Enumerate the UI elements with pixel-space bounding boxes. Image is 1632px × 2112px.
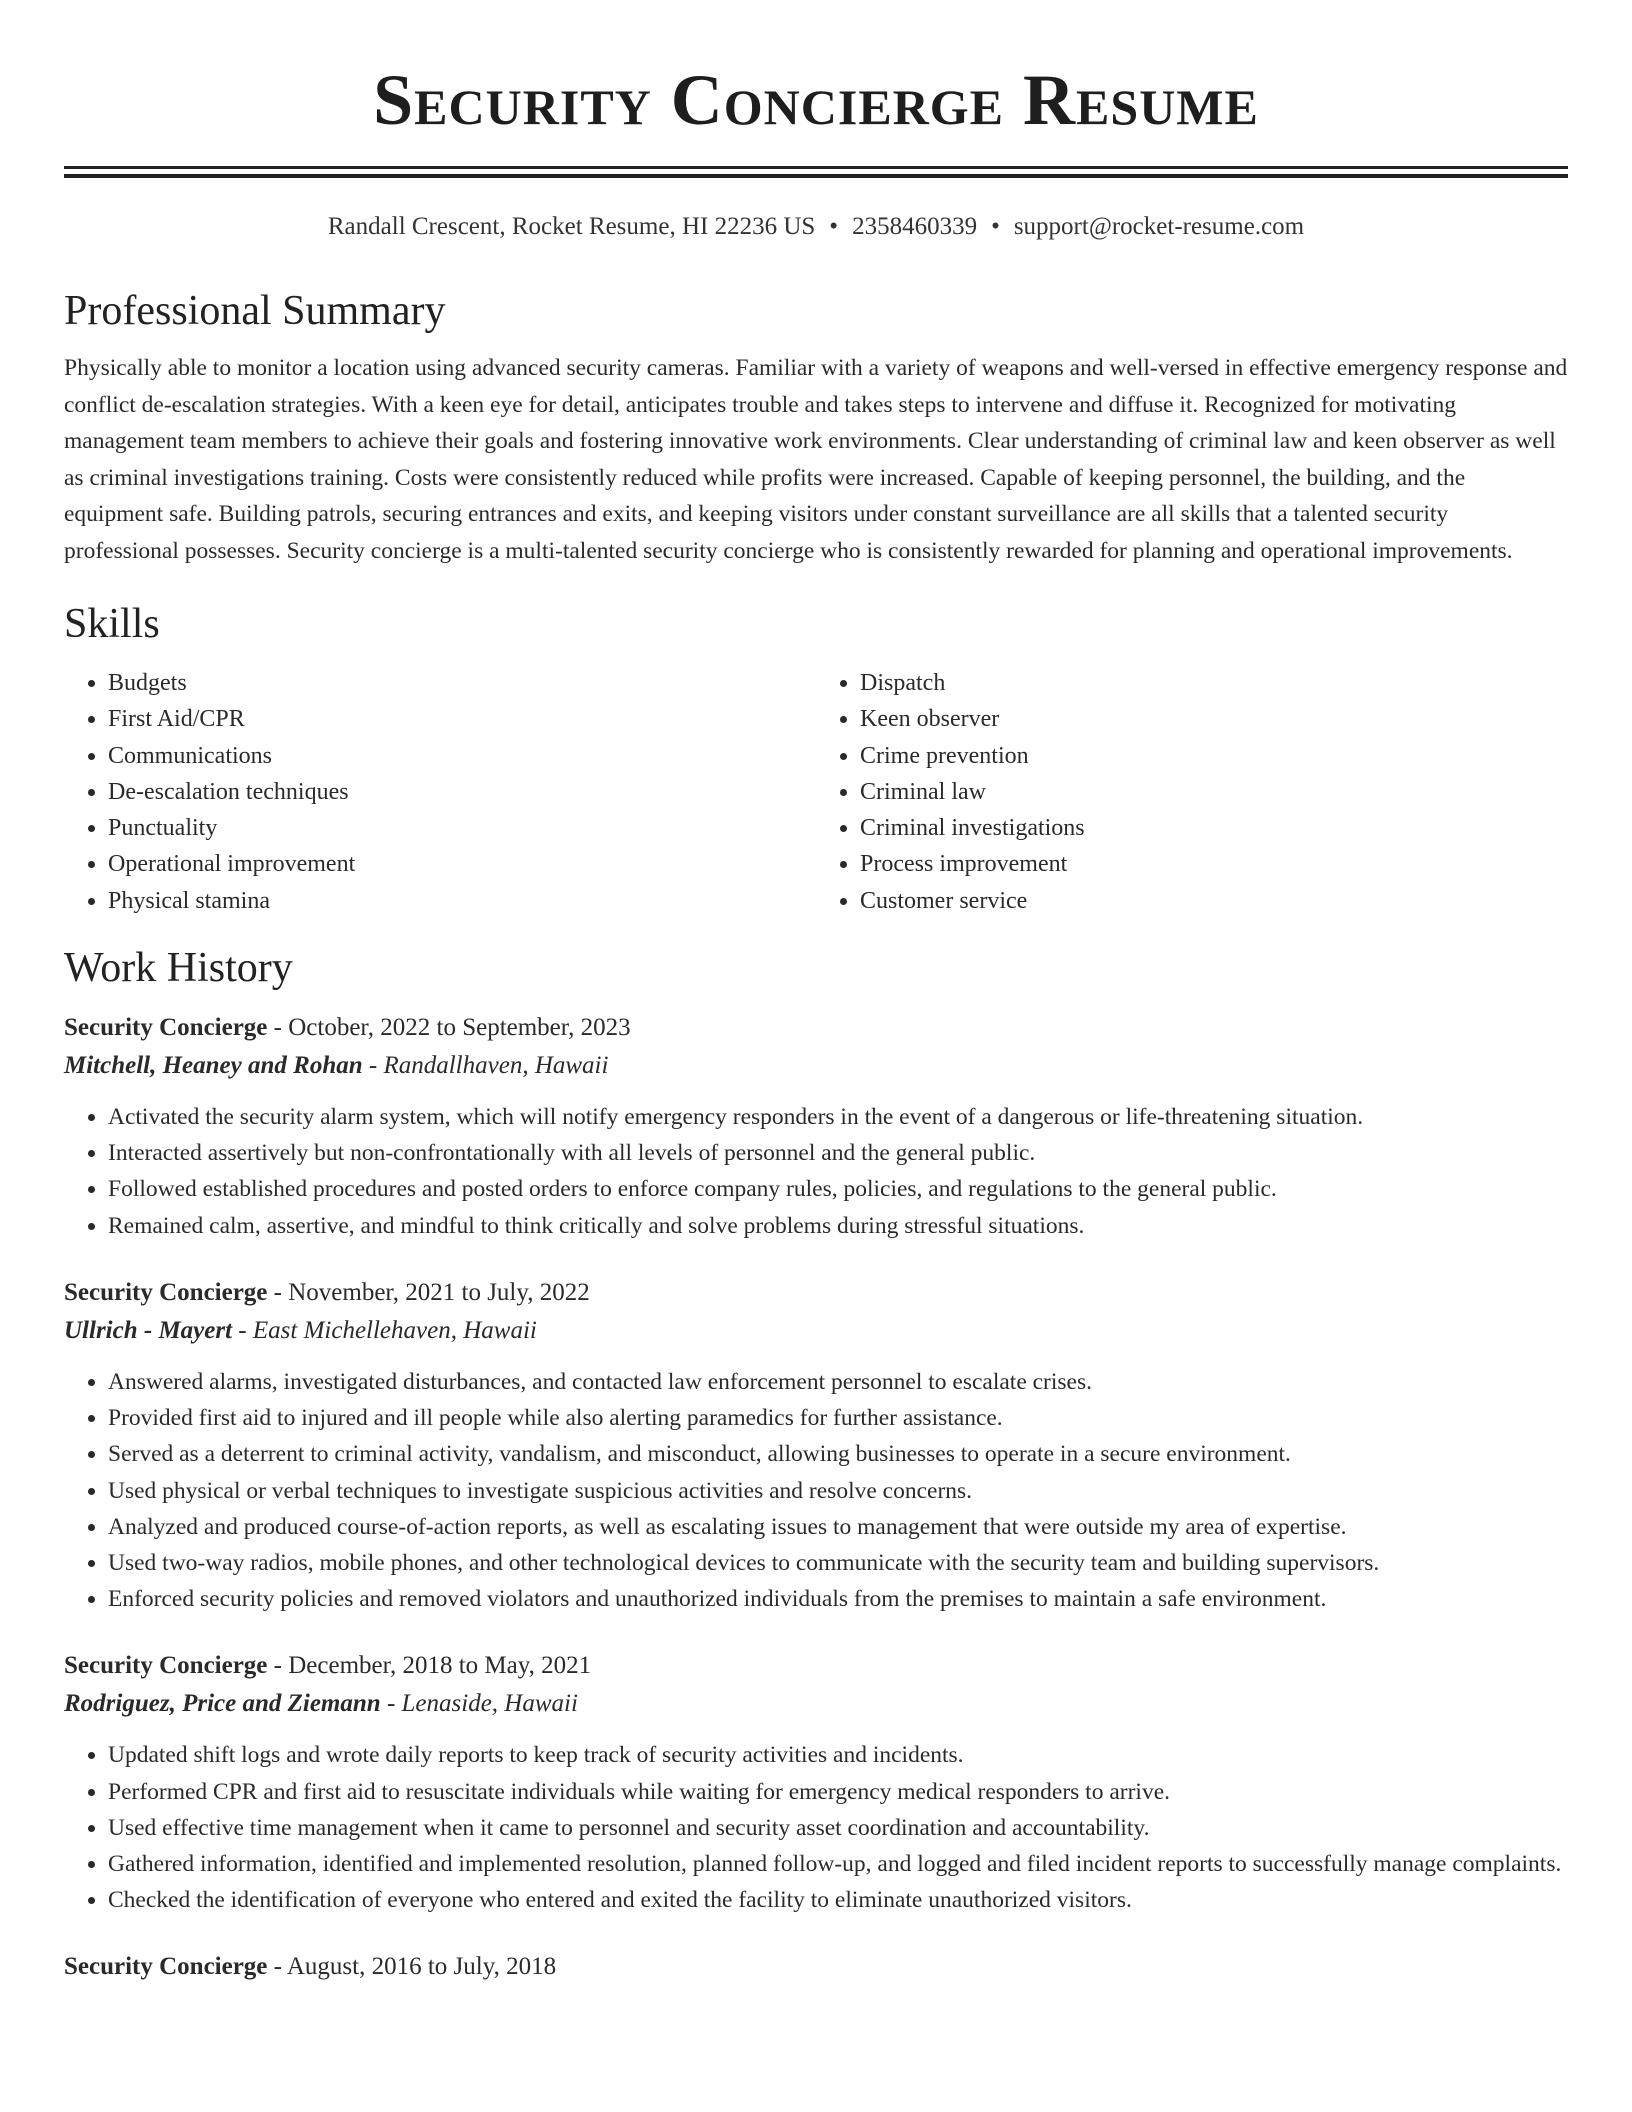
- job-separator: -: [267, 1953, 287, 1981]
- job-bullet: • Followed established procedures and posted orders to enforce company rules, policies, and regulations to the general public.: [108, 1171, 1568, 1207]
- job-entry: [64, 1948, 1568, 1986]
- job-separator: -: [380, 1690, 402, 1718]
- skill-item: • Customer service: [860, 883, 1568, 919]
- skills-heading: Skills: [64, 601, 160, 647]
- job-company: Rodriguez, Price and Ziemann: [64, 1690, 381, 1718]
- job-header: [64, 1274, 1568, 1312]
- job-company: Ullrich - Mayert: [64, 1316, 233, 1344]
- job-bullet: • Used two-way radios, mobile phones, and other technological devices to communicate with the security team and building supervisors.: [108, 1545, 1568, 1581]
- job-org: [64, 1047, 1568, 1085]
- job-dates: November, 2021 to July, 2022: [288, 1278, 590, 1306]
- job-bullet: • Performed CPR and first aid to resuscitate individuals while waiting for emergency medical responders to arrive.: [108, 1774, 1568, 1810]
- job-separator: -: [267, 1278, 289, 1306]
- job-bullet: • Used effective time management when it came to personnel and security asset coordination and accountability.: [108, 1810, 1568, 1846]
- job-separator: -: [267, 1652, 289, 1680]
- job-dates: October, 2022 to September, 2023: [288, 1014, 631, 1042]
- job-entry: [64, 1274, 1568, 1617]
- job-org: [64, 1685, 1568, 1723]
- work-history-heading: Work History: [64, 945, 293, 992]
- skill-item: • Dispatch: [860, 665, 1568, 701]
- resume-title: Security Concierge Resume: [373, 60, 1259, 140]
- job-role: Security Concierge: [64, 1278, 268, 1306]
- job-bullets: [64, 1364, 1568, 1617]
- title-divider: [64, 166, 1568, 178]
- contact-phone: 2358460339: [852, 213, 978, 240]
- skill-item: • First Aid/CPR: [108, 701, 816, 737]
- skill-item: • Process improvement: [860, 846, 1568, 882]
- summary-text: Physically able to monitor a location using advanced security cameras. Familiar with a variety of weapons and well-versed in effective emergency response and conflict de-escalation strategies. With a keen eye for detail, anticipates trouble and takes steps to intervene and diffuse it. Recognized for motivating management team members to achieve their goals and fostering innovative work environments. Clear understanding of criminal law and keen observer as well as criminal investigations training. Costs were consistently reduced while profits were increased. Capable of keeping personnel, the building, and the equipment safe. Building patrols, securing entrances and exits, and keeping visitors under constant surveillance are all skills that a talented security professional possesses. Security concierge is a multi-talented security concierge who is consistently rewarded for planning and operational improvements.: [64, 355, 1568, 564]
- job-bullet: • Checked the identification of everyone who entered and exited the facility to eliminate unauthorized visitors.: [108, 1882, 1568, 1918]
- contact-address: Randall Crescent, Rocket Resume, HI 22236 US: [327, 213, 816, 240]
- skill-item: • De-escalation techniques: [108, 774, 816, 810]
- skill-item: • Communications: [108, 738, 816, 774]
- job-role: Security Concierge: [64, 1652, 268, 1680]
- contact-line: [64, 212, 1568, 242]
- job-header: [64, 1647, 1568, 1685]
- job-bullet: • Provided first aid to injured and ill people while also alerting paramedics for further assistance.: [108, 1400, 1568, 1436]
- job-role: Security Concierge: [64, 1953, 268, 1981]
- job-bullet: • Interacted assertively but non-confrontationally with all levels of personnel and the general public.: [108, 1135, 1568, 1171]
- job-entry: [64, 1009, 1568, 1244]
- job-entry: [64, 1647, 1568, 1918]
- skill-item: • Budgets: [108, 665, 816, 701]
- summary-heading: Professional Summary: [64, 288, 446, 334]
- contact-email[interactable]: support@rocket-resume.com: [1013, 213, 1305, 240]
- job-role: Security Concierge: [64, 1014, 268, 1042]
- job-location: Lenaside, Hawaii: [401, 1690, 578, 1718]
- skill-item: • Physical stamina: [108, 883, 816, 919]
- job-bullets: [64, 1737, 1568, 1918]
- contact-separator: •: [829, 213, 839, 240]
- job-bullet: • Activated the security alarm system, which will notify emergency responders in the event of a dangerous or life-threatening situation.: [108, 1099, 1568, 1135]
- skills-right-column: [816, 665, 1568, 919]
- job-bullet: • Updated shift logs and wrote daily reports to keep track of security activities and incidents.: [108, 1737, 1568, 1773]
- job-separator: -: [267, 1014, 289, 1042]
- job-bullet: • Used physical or verbal techniques to investigate suspicious activities and resolve concerns.: [108, 1473, 1568, 1509]
- job-bullets: [64, 1099, 1568, 1244]
- skill-item: • Operational improvement: [108, 846, 816, 882]
- job-separator: -: [362, 1052, 384, 1080]
- skill-item: • Criminal law: [860, 774, 1568, 810]
- job-bullet: • Answered alarms, investigated disturbances, and contacted law enforcement personnel to escalate crises.: [108, 1364, 1568, 1400]
- skill-item: • Criminal investigations: [860, 810, 1568, 846]
- job-dates: August, 2016 to July, 2018: [286, 1953, 557, 1981]
- job-dates: December, 2018 to May, 2021: [288, 1652, 592, 1680]
- skills-left-column: [64, 665, 816, 919]
- job-company: Mitchell, Heaney and Rohan: [64, 1052, 363, 1080]
- skill-item: • Keen observer: [860, 701, 1568, 737]
- skill-item: • Crime prevention: [860, 738, 1568, 774]
- job-bullet: • Analyzed and produced course-of-action reports, as well as escalating issues to management that were outside my area of expertise.: [108, 1509, 1568, 1545]
- job-location: Randallhaven, Hawaii: [383, 1052, 609, 1080]
- job-bullet: • Served as a deterrent to criminal activity, vandalism, and misconduct, allowing businesses to operate in a secure environment.: [108, 1436, 1568, 1472]
- job-header: [64, 1009, 1568, 1047]
- job-location: East Michellehaven, Hawaii: [252, 1316, 537, 1344]
- job-bullet: • Gathered information, identified and implemented resolution, planned follow-up, and logged and filed incident reports to successfully manage complaints.: [108, 1846, 1568, 1882]
- job-org: [64, 1312, 1568, 1350]
- job-bullet: • Remained calm, assertive, and mindful to think critically and solve problems during stressful situations.: [108, 1208, 1568, 1244]
- skill-item: • Punctuality: [108, 810, 816, 846]
- skills-list: [64, 665, 1568, 919]
- job-bullet: • Enforced security policies and removed violators and unauthorized individuals from the premises to maintain a safe environment.: [108, 1581, 1568, 1617]
- contact-separator: •: [991, 213, 1000, 240]
- job-separator: -: [232, 1316, 253, 1344]
- job-header: [64, 1948, 1568, 1986]
